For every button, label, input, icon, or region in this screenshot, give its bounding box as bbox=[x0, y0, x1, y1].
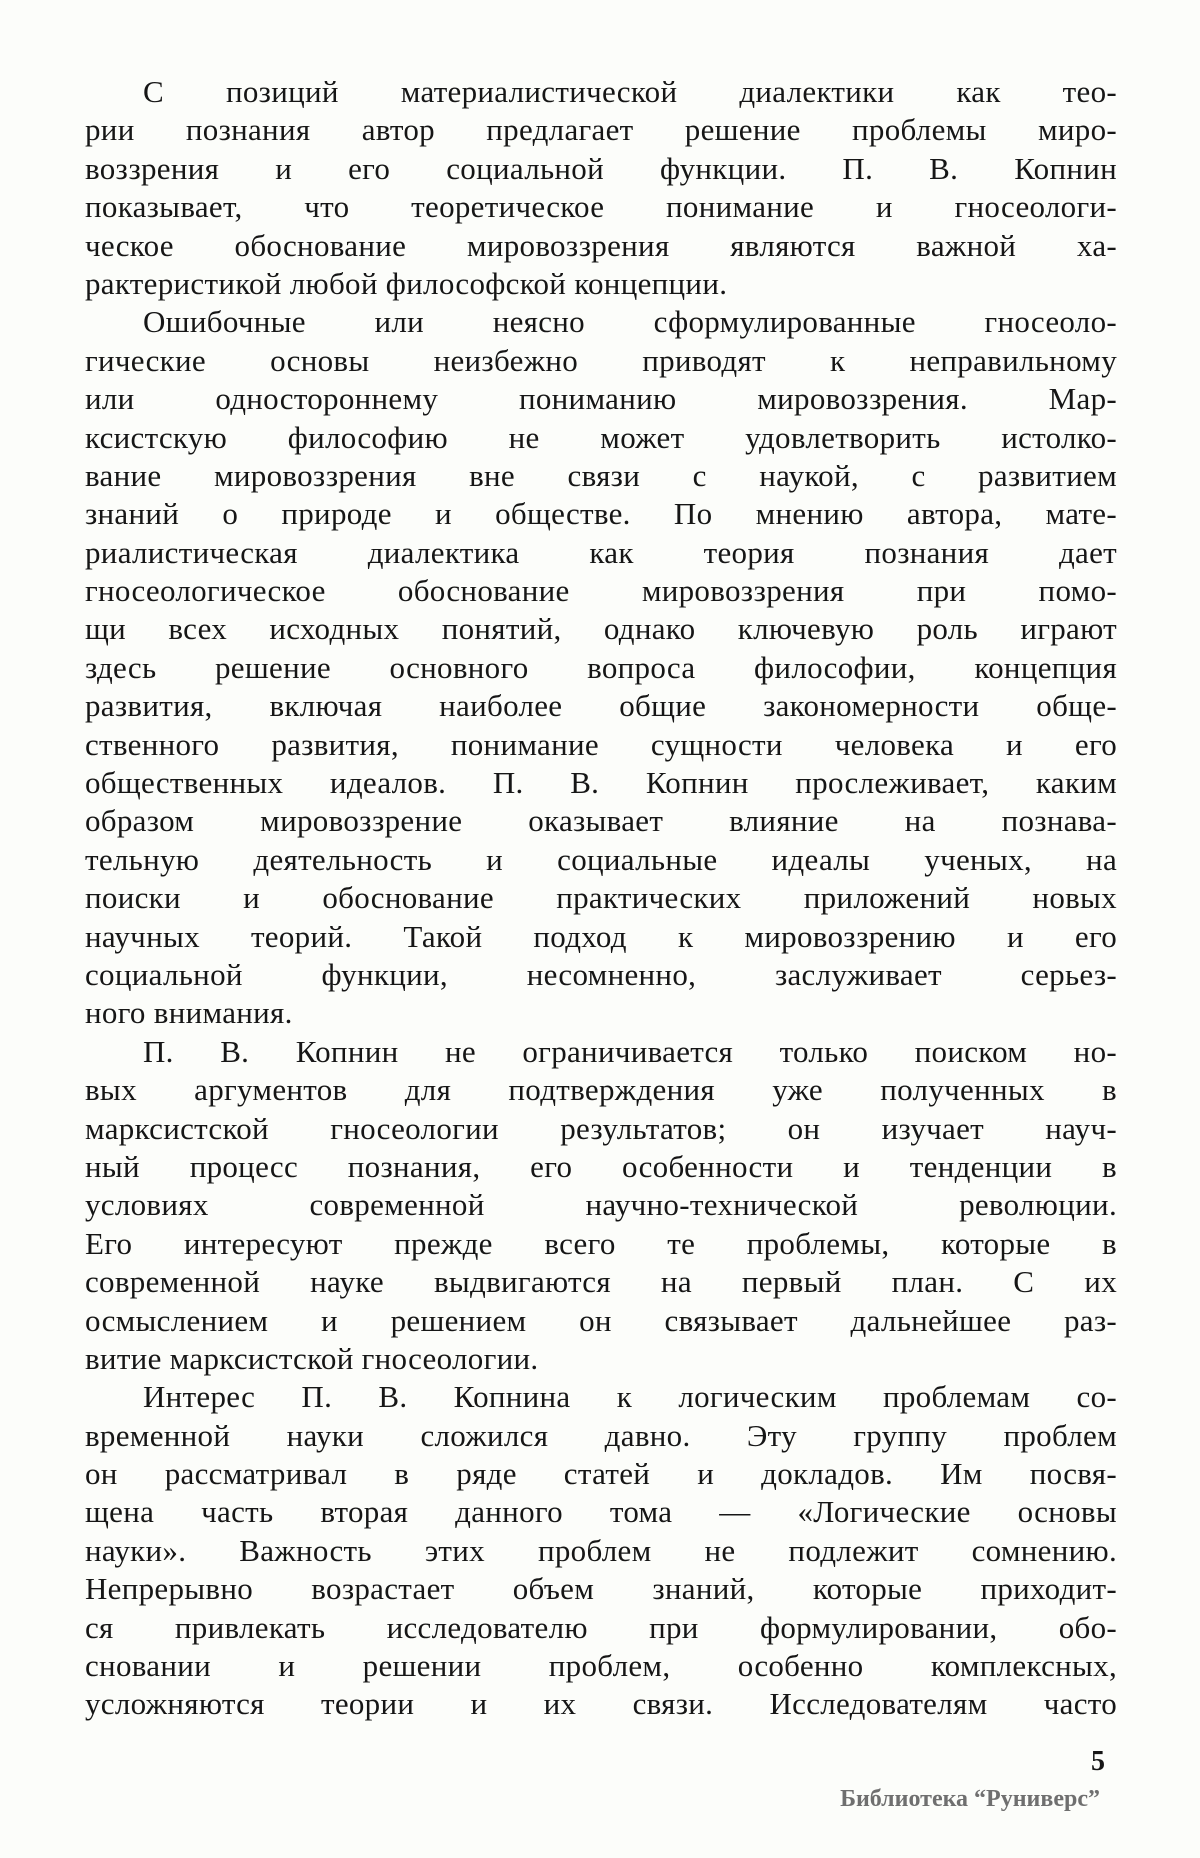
text-line: рии познания автор предлагает решение проблемы миро- bbox=[85, 112, 1117, 148]
text-line: усложняются теории и их связи. Исследователям часто bbox=[85, 1686, 1117, 1722]
text-line: условиях современной научно-технической революции. bbox=[85, 1187, 1117, 1223]
text-line: осмыслением и решением он связывает дальнейшее раз- bbox=[85, 1302, 1117, 1338]
text-line: научных теорий. Такой подход к мировоззрению и его bbox=[85, 918, 1117, 954]
text-line: риалистическая диалектика как теория познания дает bbox=[85, 534, 1117, 570]
page-text bbox=[85, 73, 1117, 1724]
text-line: образом мировоззрение оказывает влияние на познава- bbox=[85, 803, 1117, 839]
text-line: витие марксистской гносеологии. bbox=[85, 1340, 539, 1376]
text-line: тельную деятельность и социальные идеалы ученых, на bbox=[85, 841, 1117, 877]
text-line: Ошибочные или неясно сформулированные гносеоло- bbox=[143, 304, 1117, 340]
page-number: 5 bbox=[1091, 1746, 1105, 1777]
text-line: науки». Важность этих проблем не подлежит сомнению. bbox=[85, 1532, 1117, 1568]
library-watermark: Библиотека “Руниверс” bbox=[840, 1786, 1100, 1812]
text-line: поиски и обоснование практических приложений новых bbox=[85, 880, 1117, 916]
text-line: вание мировоззрения вне связи с наукой, с развитием bbox=[85, 457, 1117, 493]
text-line: ксистскую философию не может удовлетворить истолко- bbox=[85, 419, 1117, 455]
text-line: ческое обоснование мировоззрения являются важной ха- bbox=[85, 227, 1117, 263]
text-line: ного внимания. bbox=[85, 995, 293, 1031]
text-line: общественных идеалов. П. В. Копнин прослеживает, каким bbox=[85, 765, 1117, 801]
text-line: ный процесс познания, его особенности и тенденции в bbox=[85, 1148, 1117, 1184]
text-line: временной науки сложился давно. Эту группу проблем bbox=[85, 1417, 1117, 1453]
text-line: щи всех исходных понятий, однако ключевую роль играют bbox=[85, 611, 1117, 647]
text-line: или одностороннему пониманию мировоззрения. Мар- bbox=[85, 381, 1117, 417]
text-line: ся привлекать исследователю при формулировании, обо- bbox=[85, 1609, 1117, 1645]
text-line: щена часть вторая данного тома — «Логические основы bbox=[85, 1494, 1117, 1530]
text-line: Его интересуют прежде всего те проблемы, которые в bbox=[85, 1225, 1117, 1261]
text-line: гические основы неизбежно приводят к неправильному bbox=[85, 342, 1117, 378]
text-line: показывает, что теоретическое понимание и гносеологи- bbox=[85, 189, 1117, 225]
text-line: воззрения и его социальной функции. П. В. Копнин bbox=[85, 150, 1117, 186]
text-line: социальной функции, несомненно, заслуживает серьез- bbox=[85, 956, 1117, 992]
text-line: П. В. Копнин не ограничивается только поиском но- bbox=[143, 1033, 1117, 1069]
text-line: Непрерывно возрастает объем знаний, которые приходит- bbox=[85, 1571, 1117, 1607]
text-line: сновании и решении проблем, особенно комплексных, bbox=[85, 1648, 1117, 1684]
text-line: здесь решение основного вопроса философии, концепция bbox=[85, 649, 1117, 685]
text-line: Интерес П. В. Копнина к логическим проблемам со- bbox=[143, 1379, 1117, 1415]
text-line: современной науке выдвигаются на первый план. С их bbox=[85, 1264, 1117, 1300]
text-line: знаний о природе и обществе. По мнению автора, мате- bbox=[85, 496, 1117, 532]
text-line: развития, включая наиболее общие закономерности обще- bbox=[85, 688, 1117, 724]
text-line: рактеристикой любой философской концепции. bbox=[85, 265, 728, 301]
text-line: гносеологическое обоснование мировоззрения при помо- bbox=[85, 573, 1117, 609]
text-line: он рассматривал в ряде статей и докладов. Им посвя- bbox=[85, 1456, 1117, 1492]
text-line: ственного развития, понимание сущности человека и его bbox=[85, 726, 1117, 762]
text-line: марксистской гносеологии результатов; он изучает науч- bbox=[85, 1110, 1117, 1146]
text-line: вых аргументов для подтверждения уже полученных в bbox=[85, 1072, 1117, 1108]
text-line: С позиций материалистической диалектики как тео- bbox=[143, 74, 1117, 109]
